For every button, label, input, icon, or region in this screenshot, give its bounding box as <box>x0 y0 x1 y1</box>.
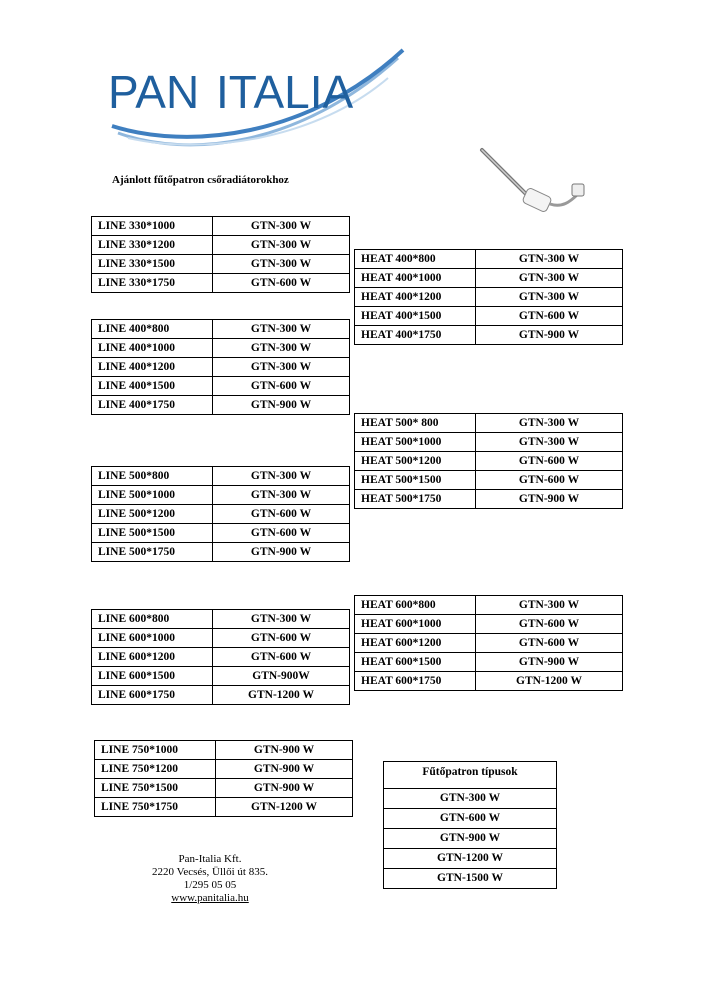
table-row <box>355 634 623 653</box>
table-row <box>92 505 350 524</box>
cartridge-type-cell: GTN-600 W <box>213 524 350 543</box>
table-row <box>92 686 350 705</box>
cartridge-type-cell: GTN-300 W <box>213 236 350 255</box>
table-row <box>384 809 557 829</box>
line-table-400 <box>91 319 350 415</box>
table-row <box>384 789 557 809</box>
radiator-model-cell: HEAT 400*1750 <box>355 326 476 345</box>
table-row <box>92 217 350 236</box>
table-row <box>355 433 623 452</box>
cartridge-type-cell: GTN-600 W <box>476 452 623 471</box>
radiator-model-cell: HEAT 500*1500 <box>355 471 476 490</box>
cartridge-type-cell: GTN-300 W <box>213 217 350 236</box>
cartridge-type-cell: GTN-600 W <box>476 634 623 653</box>
table-row <box>355 596 623 615</box>
cartridge-type-cell: GTN-600 W <box>213 505 350 524</box>
line-table-330 <box>91 216 350 293</box>
cartridge-type-cell: GTN-300 W <box>213 358 350 377</box>
radiator-model-cell: LINE 330*1500 <box>92 255 213 274</box>
table-row <box>355 653 623 672</box>
radiator-model-cell: LINE 600*1000 <box>92 629 213 648</box>
cartridge-type-cell: GTN-300 W <box>213 339 350 358</box>
logo-graphic <box>98 38 418 158</box>
radiator-model-cell: LINE 600*1200 <box>92 648 213 667</box>
table-row <box>92 236 350 255</box>
cartridge-type-item: GTN-900 W <box>384 829 557 849</box>
table-row <box>355 615 623 634</box>
table-row <box>384 849 557 869</box>
radiator-model-cell: LINE 750*1000 <box>95 741 216 760</box>
table-row <box>355 672 623 691</box>
radiator-model-cell: HEAT 600*800 <box>355 596 476 615</box>
table-row <box>92 486 350 505</box>
table-row <box>92 255 350 274</box>
table-row <box>92 358 350 377</box>
heat-table-400 <box>354 249 623 345</box>
table-row <box>92 543 350 562</box>
table-row <box>92 339 350 358</box>
radiator-model-cell: LINE 400*1200 <box>92 358 213 377</box>
radiator-model-cell: HEAT 400*1000 <box>355 269 476 288</box>
radiator-model-cell: HEAT 500*1750 <box>355 490 476 509</box>
radiator-model-cell: HEAT 600*1500 <box>355 653 476 672</box>
cartridge-type-cell: GTN-900 W <box>476 490 623 509</box>
table-row <box>384 869 557 889</box>
radiator-model-cell: LINE 500*1200 <box>92 505 213 524</box>
cartridge-type-cell: GTN-600 W <box>476 615 623 634</box>
table-row <box>92 274 350 293</box>
table-row <box>95 760 353 779</box>
cartridge-type-item: GTN-1500 W <box>384 869 557 889</box>
table-row <box>92 377 350 396</box>
table-row <box>355 452 623 471</box>
heat-table-600 <box>354 595 623 691</box>
radiator-model-cell: HEAT 600*1000 <box>355 615 476 634</box>
table-row <box>92 610 350 629</box>
cartridge-type-cell: GTN-600 W <box>213 629 350 648</box>
table-row <box>92 629 350 648</box>
radiator-model-cell: LINE 330*1200 <box>92 236 213 255</box>
types-table-title: Fűtőpatron típusok <box>384 762 557 789</box>
cartridge-type-item: GTN-600 W <box>384 809 557 829</box>
cartridge-type-cell: GTN-300 W <box>213 467 350 486</box>
line-table-750 <box>94 740 353 817</box>
cartridge-type-cell: GTN-300 W <box>213 320 350 339</box>
radiator-model-cell: LINE 330*1000 <box>92 217 213 236</box>
radiator-model-cell: LINE 400*800 <box>92 320 213 339</box>
table-row <box>95 798 353 817</box>
cartridge-type-cell: GTN-300 W <box>476 596 623 615</box>
radiator-model-cell: HEAT 500*1000 <box>355 433 476 452</box>
logo-text-pan: PAN <box>108 66 200 118</box>
cartridge-type-cell: GTN-900W <box>213 667 350 686</box>
radiator-model-cell: HEAT 500* 800 <box>355 414 476 433</box>
cartridge-type-cell: GTN-900 W <box>213 396 350 415</box>
radiator-model-cell: LINE 400*1000 <box>92 339 213 358</box>
pan-italia-logo <box>98 38 418 158</box>
footer-phone: 1/295 05 05 <box>183 879 237 891</box>
heat-table-500 <box>354 413 623 509</box>
line-table-600 <box>91 609 350 705</box>
cartridge-type-item: GTN-1200 W <box>384 849 557 869</box>
cartridge-types-table <box>383 761 557 889</box>
cartridge-type-cell: GTN-300 W <box>213 255 350 274</box>
table-row <box>355 471 623 490</box>
table-row <box>355 414 623 433</box>
cartridge-type-cell: GTN-1200 W <box>213 686 350 705</box>
cartridge-type-cell: GTN-300 W <box>476 250 623 269</box>
radiator-model-cell: LINE 500*1750 <box>92 543 213 562</box>
cartridge-type-cell: GTN-600 W <box>213 274 350 293</box>
cartridge-type-cell: GTN-900 W <box>476 326 623 345</box>
line-table-500 <box>91 466 350 562</box>
radiator-model-cell: LINE 600*800 <box>92 610 213 629</box>
footer-contact <box>140 853 280 905</box>
cartridge-type-cell: GTN-600 W <box>213 648 350 667</box>
cartridge-type-cell: GTN-300 W <box>476 433 623 452</box>
radiator-model-cell: LINE 600*1750 <box>92 686 213 705</box>
radiator-model-cell: LINE 500*1000 <box>92 486 213 505</box>
table-row <box>384 829 557 849</box>
cartridge-type-cell: GTN-300 W <box>476 269 623 288</box>
table-row <box>92 524 350 543</box>
radiator-model-cell: LINE 750*1200 <box>95 760 216 779</box>
radiator-model-cell: HEAT 400*800 <box>355 250 476 269</box>
radiator-model-cell: HEAT 600*1750 <box>355 672 476 691</box>
table-row <box>355 288 623 307</box>
cartridge-type-cell: GTN-600 W <box>476 307 623 326</box>
table-row <box>355 326 623 345</box>
radiator-model-cell: LINE 500*800 <box>92 467 213 486</box>
cartridge-type-cell: GTN-900 W <box>216 779 353 798</box>
footer-address: 2220 Vecsés, Üllői út 835. <box>152 866 268 878</box>
table-row <box>355 307 623 326</box>
table-row <box>95 741 353 760</box>
cartridge-type-cell: GTN-300 W <box>476 414 623 433</box>
table-row <box>355 269 623 288</box>
radiator-model-cell: LINE 330*1750 <box>92 274 213 293</box>
table-row <box>92 320 350 339</box>
radiator-model-cell: HEAT 500*1200 <box>355 452 476 471</box>
cartridge-type-cell: GTN-600 W <box>476 471 623 490</box>
cartridge-type-item: GTN-300 W <box>384 789 557 809</box>
footer-website-link[interactable]: www.panitalia.hu <box>171 892 249 904</box>
radiator-model-cell: LINE 750*1750 <box>95 798 216 817</box>
table-row <box>92 467 350 486</box>
radiator-model-cell: LINE 750*1500 <box>95 779 216 798</box>
table-row <box>92 396 350 415</box>
cartridge-type-cell: GTN-300 W <box>213 486 350 505</box>
cartridge-type-cell: GTN-1200 W <box>216 798 353 817</box>
cartridge-type-cell: GTN-1200 W <box>476 672 623 691</box>
page-heading: Ajánlott fűtőpatron csőradiátorokhoz <box>112 174 289 186</box>
cartridge-type-cell: GTN-900 W <box>476 653 623 672</box>
cartridge-type-cell: GTN-900 W <box>213 543 350 562</box>
table-row <box>92 648 350 667</box>
table-row <box>95 779 353 798</box>
radiator-model-cell: LINE 400*1500 <box>92 377 213 396</box>
radiator-model-cell: LINE 400*1750 <box>92 396 213 415</box>
radiator-model-cell: HEAT 400*1200 <box>355 288 476 307</box>
radiator-model-cell: HEAT 600*1200 <box>355 634 476 653</box>
table-row <box>92 667 350 686</box>
table-row <box>355 490 623 509</box>
radiator-model-cell: LINE 600*1500 <box>92 667 213 686</box>
radiator-model-cell: LINE 500*1500 <box>92 524 213 543</box>
table-row <box>355 250 623 269</box>
logo-text-italia: ITALIA <box>216 66 354 118</box>
cartridge-type-cell: GTN-900 W <box>216 741 353 760</box>
heater-cartridge-image <box>472 134 592 224</box>
radiator-model-cell: HEAT 400*1500 <box>355 307 476 326</box>
cartridge-type-cell: GTN-600 W <box>213 377 350 396</box>
cartridge-type-cell: GTN-900 W <box>216 760 353 779</box>
footer-company: Pan-Italia Kft. <box>178 853 242 865</box>
cartridge-type-cell: GTN-300 W <box>476 288 623 307</box>
cartridge-type-cell: GTN-300 W <box>213 610 350 629</box>
